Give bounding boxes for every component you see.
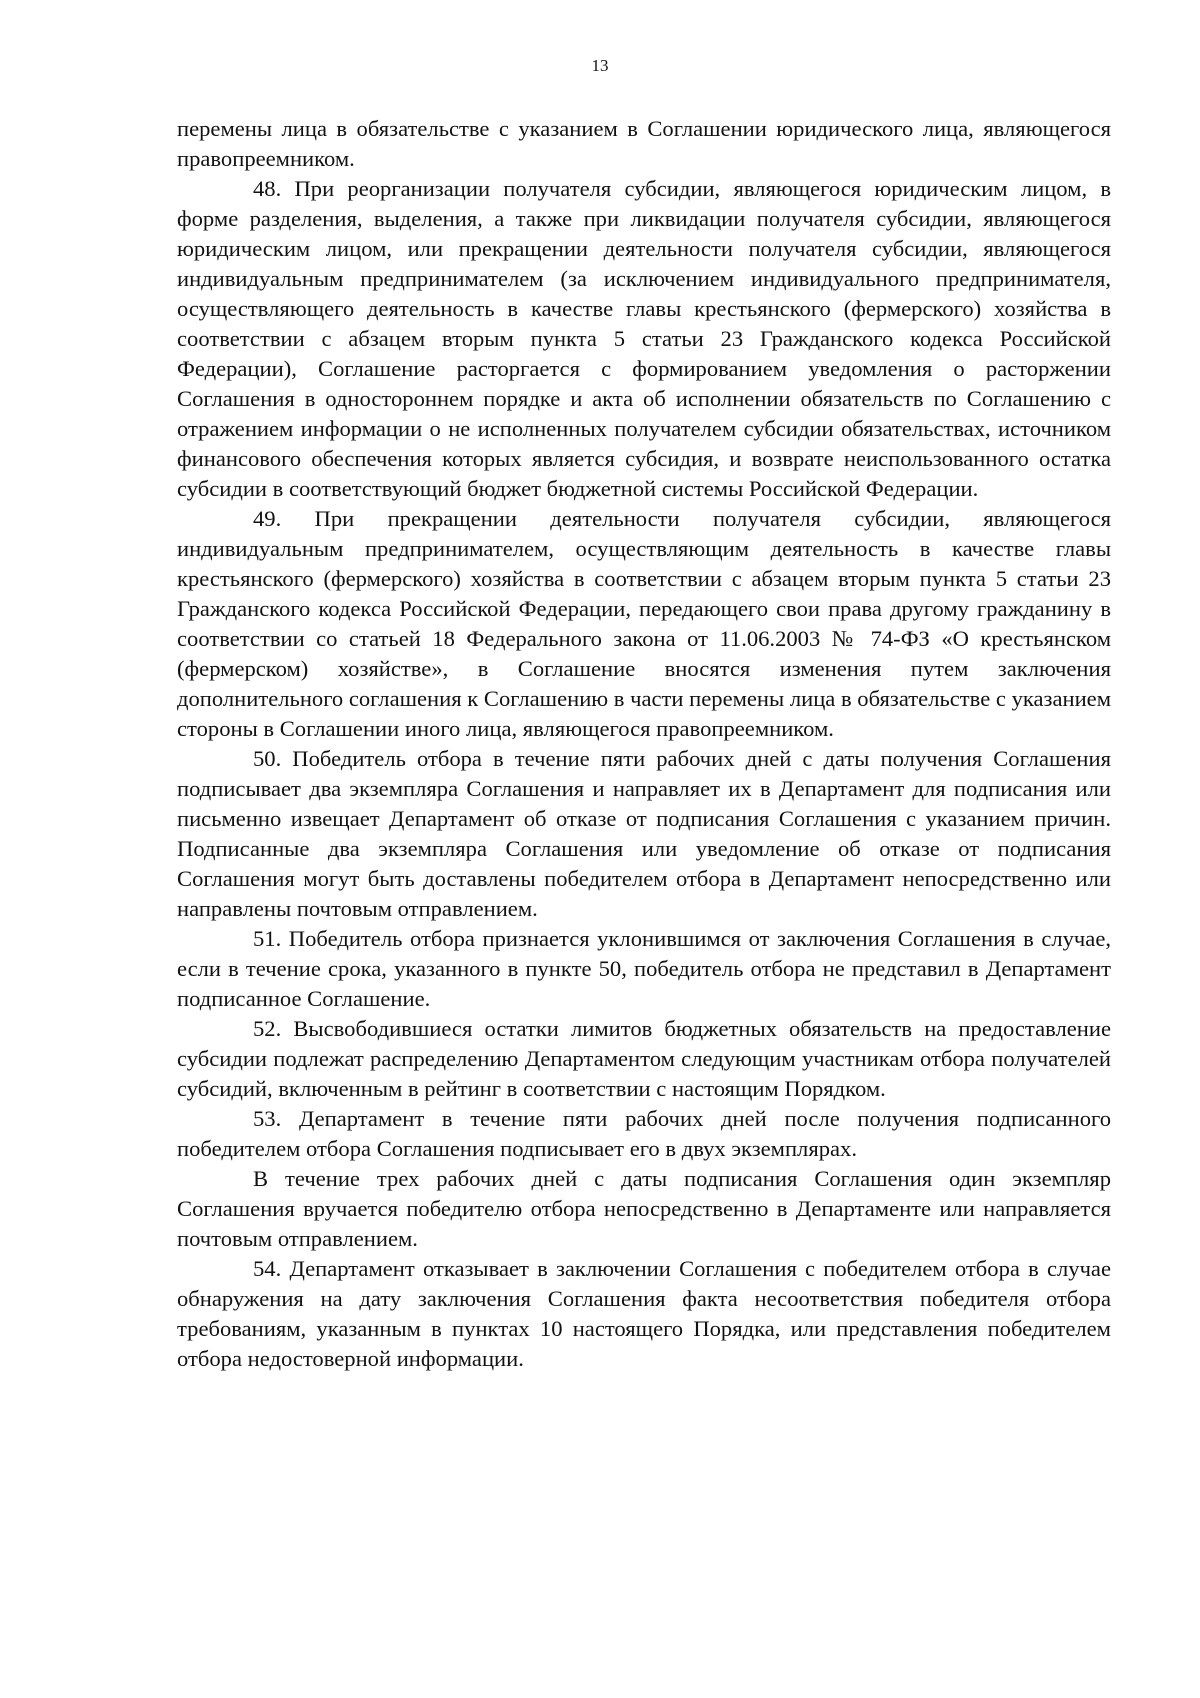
- paragraph-53: 53. Департамент в течение пяти рабочих дней после получения подписанного победителем отбора Соглашения подписывает его в двух экземплярах.: [177, 1106, 1111, 1161]
- paragraph-50: 50. Победитель отбора в течение пяти рабочих дней с даты получения Соглашения подписывает два экземпляра Соглашения и направляет их в Департамент для подписания или письменно извещает Департамент об отказе от подписания Соглашения с указанием причин. Подписанные два экземпляра Соглашения или уведомление об отказе от подписания Соглашения могут быть доставлены победителем отбора в Департамент непосредственно или направлены почтовым отправлением.: [177, 746, 1111, 921]
- page-number: 13: [591, 56, 609, 75]
- paragraph-continuation: перемены лица в обязательстве с указанием в Соглашении юридического лица, являющегося правопреемником.: [177, 116, 1111, 171]
- paragraph-52: 52. Высвободившиеся остатки лимитов бюджетных обязательств на предоставление субсидии подлежат распределению Департаментом следующим участникам отбора получателей субсидий, включенным в рейтинг в соответствии с настоящим Порядком.: [177, 1016, 1111, 1101]
- paragraph-48: 48. При реорганизации получателя субсидии, являющегося юридическим лицом, в форме разделения, выделения, а также при ликвидации получателя субсидии, являющегося юридическим лицом, или прекращении деятельности получателя субсидии, являющегося индивидуальным предпринимателем (за исключением индивидуального предпринимателя, осуществляющего деятельность в качестве главы крестьянского (фермерского) хозяйства в соответствии с абзацем вторым пункта 5 статьи 23 Гражданского кодекса Российской Федерации), Соглашение расторгается с формированием уведомления о расторжении Соглашения в одностороннем порядке и акта об исполнении обязательств по Соглашению с отражением информации о не исполненных получателем субсидии обязательствах, источником финансового обеспечения которых является субсидия, и возврате неиспользованного остатка субсидии в соответствующий бюджет бюджетной системы Российской Федерации.: [177, 176, 1111, 501]
- paragraph-53-second: В течение трех рабочих дней с даты подписания Соглашения один экземпляр Соглашения вручается победителю отбора непосредственно в Департаменте или направляется почтовым отправлением.: [177, 1166, 1111, 1251]
- paragraph-49: 49. При прекращении деятельности получателя субсидии, являющегося индивидуальным предпринимателем, осуществляющим деятельность в качестве главы крестьянского (фермерского) хозяйства в соответствии с абзацем вторым пункта 5 статьи 23 Гражданского кодекса Российской Федерации, передающего свои права другому гражданину в соответствии со статьей 18 Федерального закона от 11.06.2003 № 74-ФЗ «О крестьянском (фермерском) хозяйстве», в Соглашение вносятся изменения путем заключения дополнительного соглашения к Соглашению в части перемены лица в обязательстве с указанием стороны в Соглашении иного лица, являющегося правопреемником.: [177, 506, 1111, 741]
- document-body: [177, 114, 1111, 1374]
- paragraph-54: 54. Департамент отказывает в заключении Соглашения с победителем отбора в случае обнаружения на дату заключения Соглашения факта несоответствия победителя отбора требованиям, указанным в пунктах 10 настоящего Порядка, или представления победителем отбора недостоверной информации.: [177, 1256, 1111, 1371]
- paragraph-51: 51. Победитель отбора признается уклонившимся от заключения Соглашения в случае, если в течение срока, указанного в пункте 50, победитель отбора не представил в Департамент подписанное Соглашение.: [177, 926, 1111, 1011]
